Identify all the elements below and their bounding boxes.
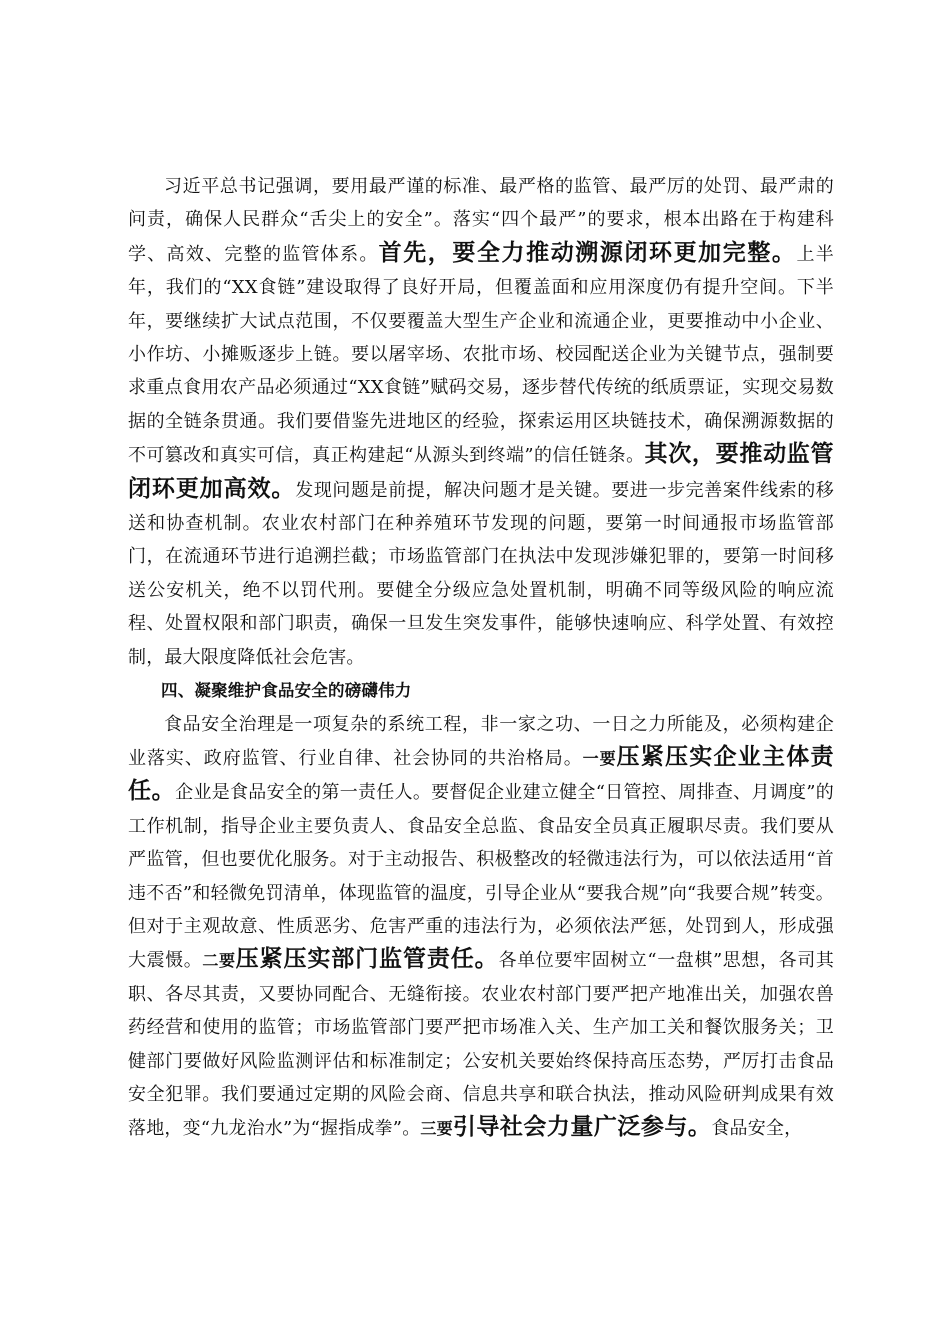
paragraph-text: 上半年，我们的“XX食链”建设取得了良好开局，但覆盖面和应用深度仍有提升空间。下半年，要继续扩大试点范围，不仅要覆盖大型生产企业和流通企业，更要推动中小企业、小作坊、小摊贩逐步上链。要以屠宰场、农批市场、校园配送企业为关键节点，强制要求重点食用农产品必须通过“XX食链”赋码交易，逐步替代传统的纸质票证，实现交易数据的全链条贯通。我们要借鉴先进地区的经验，探索运用区块链技术，确保溯源数据的不可篡改和真实可信，真正构建起“从源头到终端”的信任链条。 [128, 243, 834, 467]
ordinal-lead-text: 三要 [420, 1119, 453, 1139]
ordinal-lead-text: 一要 [582, 748, 617, 768]
body-paragraph [128, 170, 834, 674]
bold-highlight-text: 引导社会力量广泛参与。 [452, 1114, 712, 1141]
section-heading: 四、凝聚维护食品安全的磅礴伟力 [161, 681, 412, 701]
paragraph-text: 食品安全， [711, 1118, 803, 1140]
paragraph-text: 习近平总书记强调，要用最严谨的标准、最严格的监管、最严厉的处罚、最严肃的问责，确保人民群众“舌尖上的安全”。落实“四个最严”的要求，根本出路在于构建科学、高效、完整的监管体系。 [128, 176, 834, 265]
body-paragraph [128, 708, 834, 1146]
bold-highlight-text: 其次，要推动监管闭环更加高效。 [128, 441, 835, 502]
paragraph-text: 食品安全治理是一项复杂的系统工程，非一家之功、一日之力所能及，必须构建企业落实、政府监管、行业自律、社会协同的共治格局。 [128, 713, 834, 769]
paragraph-text: 发现问题是前提，解决问题才是关键。要进一步完善案件线索的移送和协查机制。农业农村部门在种养殖环节发现的问题，要第一时间通报市场监管部门，在流通环节进行追溯拦截；市场监管部门在执法中发现涉嫌犯罪的，要第一时间移送公安机关，绝不以罚代刑。要健全分级应急处置机制，明确不同等级风险的响应流程、处置权限和部门职责，确保一旦发生突发事件，能够快速响应、科学处置、有效控制，最大限度降低社会危害。 [128, 479, 835, 668]
bold-highlight-text: 压紧压实部门监管责任。 [235, 946, 499, 973]
paragraph-text: 企业是食品安全的第一责任人。要督促企业建立健全“日管控、周排查、月调度”的工作机制，指导企业主要负责人、食品安全总监、食品安全员真正履职尽责。我们要从严监管，但也要优化服务。对于主动报告、积极整改的轻微违法行为，可以依法适用“首违不否”和轻微免罚清单，体现监管的温度，引导企业从“要我合规”向“我要合规”转变。但对于主观故意、性质恶劣、危害严重的违法行为，必须依法严惩，处罚到人，形成强大震慑。 [128, 782, 834, 972]
bold-highlight-text: 压紧压实企业主体责任。 [128, 743, 834, 805]
ordinal-lead-text: 二要 [202, 951, 236, 971]
paragraph-text: 各单位要牢固树立“一盘棋”思想，各司其职、各尽其责，又要协同配合、无缝衔接。农业农村部门要严把产地准出关，加强农兽药经营和使用的监管；市场监管部门要严把市场准入关、生产加工关和餐饮服务关；卫健部门要做好风险监测评估和标准制定；公安机关要始终保持高压态势，严厉打击食品安全犯罪。我们要通过定期的风险会商、信息共享和联合执法，推动风险研判成果有效落地，变“九龙治水”为“握指成拳”。 [128, 950, 835, 1140]
bold-highlight-text: 首先，要全力推动溯源闭环更加完整。 [378, 239, 797, 266]
document-body [128, 170, 834, 1146]
